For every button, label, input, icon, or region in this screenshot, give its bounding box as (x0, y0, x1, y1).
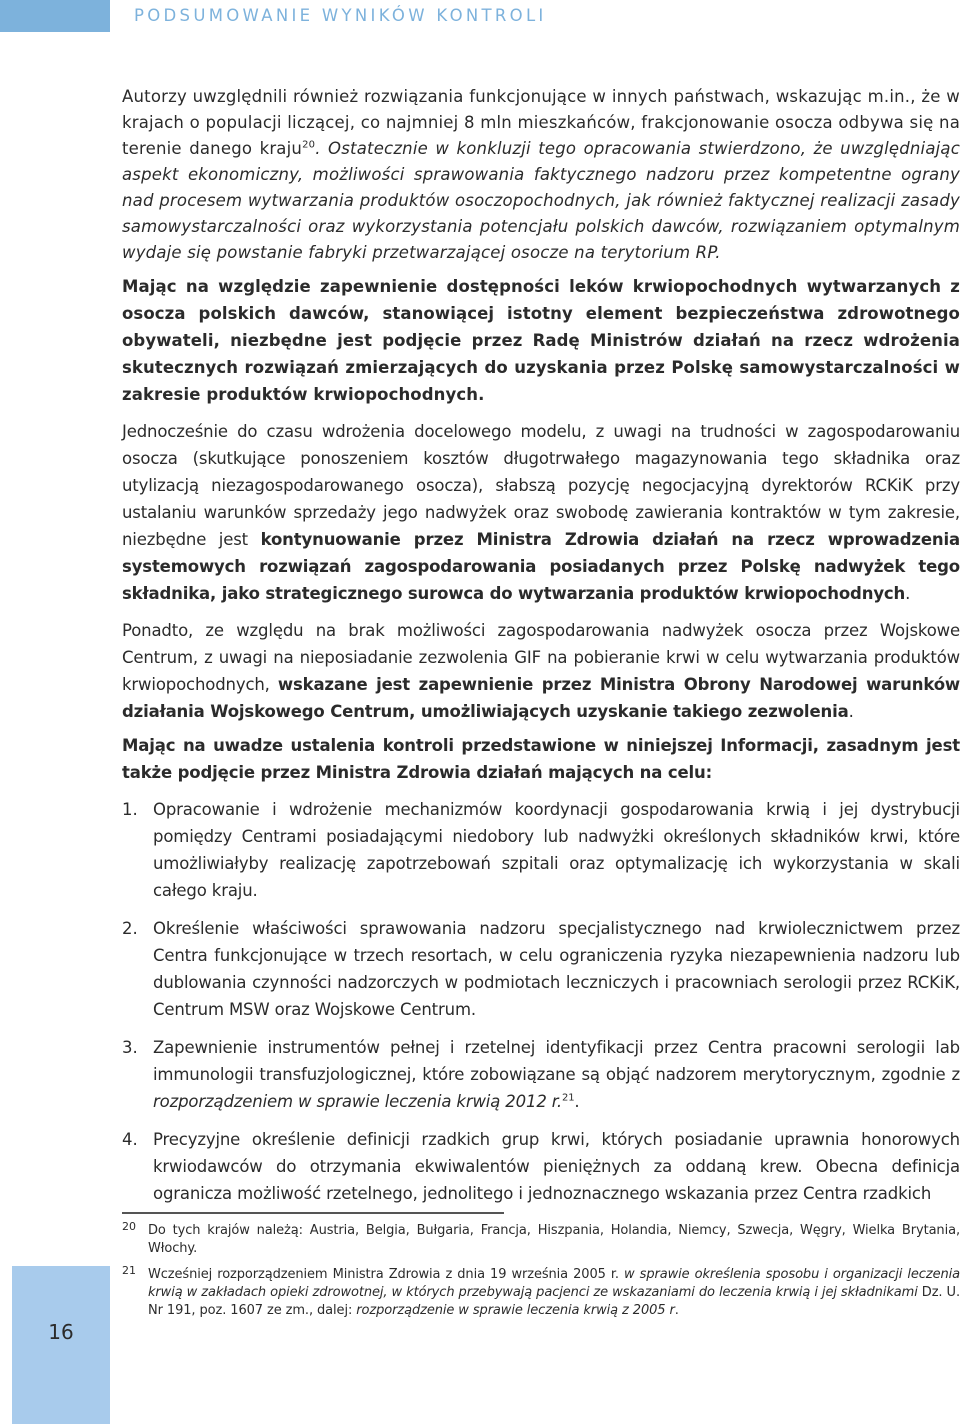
list-item-text-part: . (574, 1092, 580, 1111)
paragraph-bold: kontynuowanie przez Ministra Zdrowia działań na rzecz wprowadzenia systemowych rozwiązań zagospodarowania posiadanych przez Polskę nadwyżek tego składnika, jako strategicznego surowca do wytwarzania produktów krwiopochodnych (122, 530, 960, 603)
paragraph-text: Autorzy uwzględnili również rozwiązania funkcjonujące w innych państwach, wskazując m.in., że w krajach o populacji liczącej, co najmniej 8 mln mieszkańców, frakcjonowanie osocza odbywa się na terenie danego kraju (122, 87, 960, 158)
paragraph-text: Jednocześnie do czasu wdrożenia docelowego modelu, z uwagi na trudności w zagospodarowaniu osocza (skutkujące ponoszeniem kosztów długotrwałego magazynowania tego składnika oraz utylizacją niezagospodarowanego osocza), słabszą pozycję negocjacyjną dyrektorów RCKiK przy ustalaniu warunków sprzedaży jego nadwyżek oraz swobodę zawierania kontraktów w tym zakresie, niezbędne jest (122, 422, 960, 549)
paragraph-military (122, 617, 960, 725)
list-item (122, 1034, 960, 1115)
main-content (122, 84, 960, 1218)
list-item (122, 796, 960, 904)
page-number: 16 (48, 1320, 74, 1344)
paragraph-bold: wskazane jest zapewnienie przez Ministra Obrony Narodowej warunków działania Wojskowego Centrum, umożliwiających uzyskanie takiego zezwolenia (122, 675, 960, 721)
list-item-number: 1. (122, 800, 138, 819)
footnote-text-part: Wcześniej rozporządzeniem Ministra Zdrowia z dnia 19 września 2005 r. (148, 1267, 625, 1282)
footnote-ref-21[interactable]: 21 (561, 1092, 575, 1104)
paragraph-recommendation-council: Mając na względzie zapewnienie dostępności leków krwiopochodnych wytwarzanych z osocza polskich dawców, stanowiącej istotny element bezpieczeństwa zdrowotnego obywateli, niezbędne jest podjęcie przez Radę Ministrów działań na rzecz wdrożenia skutecznych rozwiązań zmierzających do uzyskania przez Polskę samowystarczalności w zakresie produktów krwiopochodnych. (122, 277, 960, 404)
footnote-text: Do tych krajów należą: Austria, Belgia, Bułgaria, Francja, Hiszpania, Holandia, Niemcy, Szwecja, Węgry, Wielka Brytania, Włochy. (148, 1223, 960, 1256)
paragraph-text-italic: . Ostatecznie w konkluzji tego opracowania stwierdzono, że uwzględniając aspekt ekonomiczny, możliwości sprawowania faktycznego nadzoru przez kompetentne ograny nad procesem wytwarzania produktów osoczopochodnych, jak również faktycznej realizacji zasady samowystarczalności oraz wykorzystania potencjału polskich dawców, rozwiązaniem optymalnym wydaje się powstanie fabryki przetwarzającej osocze na terytorium RP. (122, 139, 960, 262)
footnote-number: 20 (122, 1220, 136, 1233)
list-item-number: 2. (122, 919, 138, 938)
header-accent-bar (0, 0, 110, 32)
paragraph-text: . (905, 584, 911, 603)
footnote-ref-20[interactable]: 20 (302, 139, 316, 151)
paragraph-minister-actions: Mając na uwadze ustalenia kontroli przedstawione w niniejszej Informacji, zasadnym jest także podjęcie przez Ministra Zdrowia działań mających na celu: (122, 736, 960, 782)
footnote-20 (122, 1222, 960, 1258)
recommendations-list (122, 796, 960, 1207)
footnote-text-italic: rozporządzenie w sprawie leczenia krwią z 2005 r (356, 1303, 675, 1318)
footnote-text (148, 1266, 960, 1320)
page-number-box (12, 1266, 110, 1424)
paragraph-text: Ponadto, ze względu na brak możliwości zagospodarowania nadwyżek osocza przez Wojskowe Centrum, z uwagi na nieposiadanie zezwolenia GIF na pobieranie krwi w celu wytwarzania produktów krwiopochodnych, (122, 621, 960, 694)
footnotes (122, 1222, 960, 1328)
list-item-text (153, 1034, 960, 1115)
list-item (122, 1126, 960, 1207)
list-item-text-italic: rozporządzeniem w sprawie leczenia krwią 2012 r. (153, 1092, 562, 1111)
list-item-text: Opracowanie i wdrożenie mechanizmów koordynacji gospodarowania krwią i jej dystrybucji pomiędzy Centrami posiadającymi niedobory lub nadwyżki określonych składników krwi, które umożliwiałyby realizację zapotrzebowań szpitali oraz optymalizację ich wykorzystania w skali całego kraju. (153, 800, 960, 900)
footnote-number: 21 (122, 1264, 136, 1277)
list-item-text-part: Zapewnienie instrumentów pełnej i rzetelnej identyfikacji przez Centra pracowni serologii lab immunologii transfuzjologicznej, które zobowiązane są objąć nadzorem merytorycznym, zgodnie z (153, 1038, 960, 1084)
paragraph-text: . (848, 702, 854, 721)
footnote-divider (122, 1212, 504, 1214)
running-header: PODSUMOWANIE WYNIKÓW KONTROLI (134, 6, 547, 25)
footnote-21 (122, 1266, 960, 1320)
list-item-number: 3. (122, 1038, 138, 1057)
paragraph-authors (122, 84, 960, 266)
list-item-text: Precyzyjne określenie definicji rzadkich grup krwi, których posiadanie uprawnia honorowych krwiodawców do otrzymania ekwiwalentów pieniężnych za oddaną krew. Obecna definicja ogranicza możliwość rzetelnego, jednolitego i jednoznacznego wskazania przez Centra rzadkich (153, 1130, 960, 1203)
paragraph-interim (122, 418, 960, 607)
list-item-text: Określenie właściwości sprawowania nadzoru specjalistycznego nad krwiolecznictwem przez Centra funkcjonujące w trzech resortach, w celu ograniczenia ryzyka niezapewnienia nadzoru lub dublowania czynności nadzorczych w podmiotach leczniczych i pracowniach serologii przez RCKiK, Centrum MSW oraz Wojskowe Centrum. (153, 919, 960, 1019)
footnote-text-italic: w sprawie określenia sposobu i organizacji leczenia krwią w zakładach opieki zdrowotnej, w których przebywają pacjenci ze wskazaniami do leczenia krwią i jej składnikami (148, 1267, 960, 1300)
list-item (122, 915, 960, 1023)
list-item-number: 4. (122, 1130, 138, 1149)
footnote-text-part: . (674, 1303, 679, 1318)
footnote-text-part: Dz. U. Nr 191, poz. 1607 ze zm., dalej: (148, 1285, 960, 1318)
